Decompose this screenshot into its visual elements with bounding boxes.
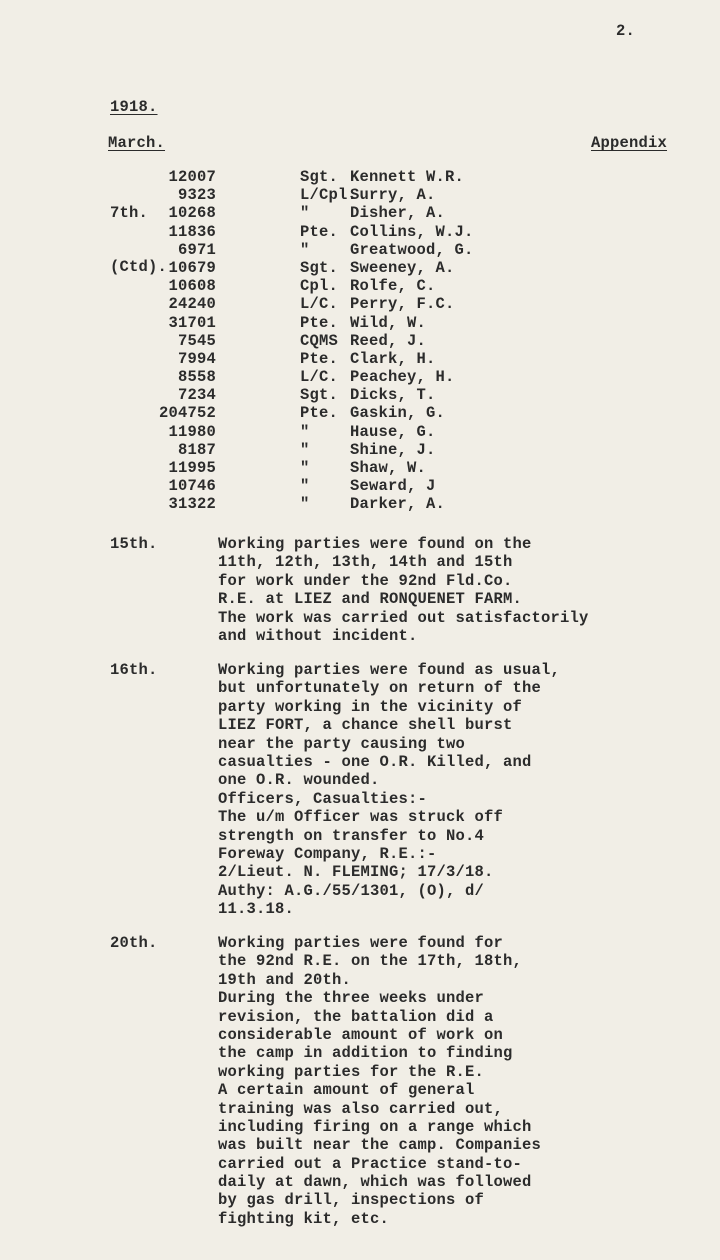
soldier-rank: Pte. [300, 313, 339, 332]
entry-line: near the party causing two [218, 734, 466, 753]
entry-line: the camp in addition to finding [218, 1044, 513, 1063]
entry-line: 11.3.18. [218, 900, 295, 919]
soldier-rank: " [300, 204, 310, 223]
soldier-number: 10268 [168, 204, 216, 223]
entry-line: daily at dawn, which was followed [218, 1173, 532, 1192]
entry-line: one O.R. wounded. [218, 771, 380, 790]
entry-line: The work was carried out satisfactorily [218, 608, 589, 627]
entry-line: training was also carried out, [218, 1099, 504, 1118]
year-heading: 1918. [110, 98, 158, 116]
entry-line: working parties for the R.E. [218, 1062, 485, 1081]
entry-line: Foreway Company, R.E.:- [218, 844, 437, 863]
entry-line: 2/Lieut. N. FLEMING; 17/3/18. [218, 863, 494, 882]
soldier-name: Collins, W.J. [350, 222, 474, 241]
soldier-rank: L/C. [300, 368, 339, 387]
soldier-name: Clark, H. [350, 349, 436, 368]
entry-line: and without incident. [218, 626, 418, 645]
entry-date: 16th. [110, 661, 158, 679]
soldier-name: Surry, A. [350, 186, 436, 205]
entry-line: by gas drill, inspections of [218, 1191, 485, 1210]
entry-line: Officers, Casualties:- [218, 789, 428, 808]
soldier-number: 31701 [168, 313, 216, 332]
entry-line: Working parties were found on the [218, 535, 532, 553]
soldier-number: 8558 [177, 368, 216, 387]
soldier-name: Perry, F.C. [350, 295, 455, 314]
entry-text [218, 934, 541, 1228]
entry-date: 15th. [110, 535, 158, 553]
appendix-heading: Appendix [591, 134, 668, 152]
entry-line: The u/m Officer was struck off [218, 808, 504, 827]
entry-date-line: (Ctd). [110, 258, 168, 277]
entry-line: LIEZ FORT, a chance shell burst [218, 716, 513, 735]
entry-line: Authy: A.G./55/1301, (O), d/ [218, 881, 485, 900]
soldier-name: Shine, J. [350, 440, 436, 459]
soldier-number: 10746 [168, 477, 216, 496]
soldier-rank: Sgt. [300, 386, 339, 405]
entry-line: for work under the 92nd Fld.Co. [218, 571, 513, 590]
soldier-rank: " [300, 440, 310, 459]
entry-line: 19th and 20th. [218, 970, 352, 989]
entry-line: 11th, 12th, 13th, 14th and 15th [218, 553, 513, 572]
entry-line: party working in the vicinity of [218, 697, 523, 716]
soldier-number: 12007 [168, 168, 216, 186]
soldier-rank: " [300, 459, 310, 477]
soldier-name: Sweeney, A. [350, 258, 455, 277]
soldier-name: Peachey, H. [350, 368, 455, 387]
entry-line: including firing on a range which [218, 1117, 532, 1136]
soldier-name: Gaskin, G. [350, 404, 446, 423]
entry-date-line: 7th. [110, 204, 149, 222]
entry-line: R.E. at LIEZ and RONQUENET FARM. [218, 590, 523, 609]
soldier-number: 11836 [168, 222, 216, 241]
month-heading: March. [108, 134, 166, 152]
soldier-rank: Sgt. [300, 258, 339, 277]
soldier-rank: CQMS [300, 331, 339, 350]
soldier-name: Shaw, W. [350, 459, 427, 477]
soldier-number: 7234 [177, 386, 216, 405]
entry-date: 20th. [110, 934, 158, 952]
soldier-name: Disher, A. [350, 204, 446, 223]
soldier-rank: L/C. [300, 295, 339, 314]
entry-line: strength on transfer to No.4 [218, 826, 485, 845]
entry-text [218, 535, 589, 645]
soldier-rank: Pte. [300, 404, 339, 423]
soldier-number: 9323 [177, 186, 216, 205]
soldier-name: Kennett W.R. [350, 168, 465, 186]
entry-line: the 92nd R.E. on the 17th, 18th, [218, 952, 523, 971]
soldier-name: Greatwood, G. [350, 240, 474, 259]
soldier-number: 8187 [177, 440, 216, 459]
soldier-number: 11995 [168, 459, 216, 477]
soldier-name: Seward, J [350, 477, 436, 496]
entry-line: A certain amount of general [218, 1081, 475, 1100]
soldier-number: 6971 [177, 240, 216, 259]
soldier-number: 10608 [168, 277, 216, 296]
soldier-number: 10679 [168, 258, 216, 277]
soldier-number: 24240 [168, 295, 216, 314]
entry-line: fighting kit, etc. [218, 1209, 390, 1228]
soldier-rank: " [300, 422, 310, 441]
soldier-rank: " [300, 477, 310, 496]
soldier-name: Wild, W. [350, 313, 427, 332]
soldier-number: 31322 [168, 495, 216, 514]
soldier-name: Darker, A. [350, 495, 446, 514]
soldier-name: Rolfe, C. [350, 277, 436, 296]
entry-line: During the three weeks under [218, 989, 485, 1008]
soldier-name: Dicks, T. [350, 386, 436, 405]
entry-line: was built near the camp. Companies [218, 1136, 542, 1155]
soldier-number: 11980 [168, 422, 216, 441]
entry-line: revision, the battalion did a [218, 1007, 494, 1026]
entry-line: casualties - one O.R. Killed, and [218, 752, 532, 771]
soldier-number: 7994 [177, 349, 216, 368]
soldier-number: 204752 [158, 404, 216, 423]
entry-line: but unfortunately on return of the [218, 679, 542, 698]
entry-line: considerable amount of work on [218, 1025, 504, 1044]
soldier-rank: Pte. [300, 349, 339, 368]
soldier-rank: " [300, 240, 310, 259]
entry-line: Working parties were found for [218, 934, 504, 952]
soldier-rank: Sgt. [300, 168, 339, 186]
soldier-rank: Cpl. [300, 277, 339, 296]
soldier-number: 7545 [177, 331, 216, 350]
soldier-rank: L/Cpl. [300, 186, 358, 205]
entry-text [218, 661, 560, 918]
page-number: 2. [616, 22, 636, 40]
soldier-rank: Pte. [300, 222, 339, 241]
entry-line: Working parties were found as usual, [218, 661, 561, 679]
entry-line: carried out a Practice stand-to- [218, 1154, 523, 1173]
soldier-name: Reed, J. [350, 331, 427, 350]
soldier-name: Hause, G. [350, 422, 436, 441]
soldier-rank: " [300, 495, 310, 514]
